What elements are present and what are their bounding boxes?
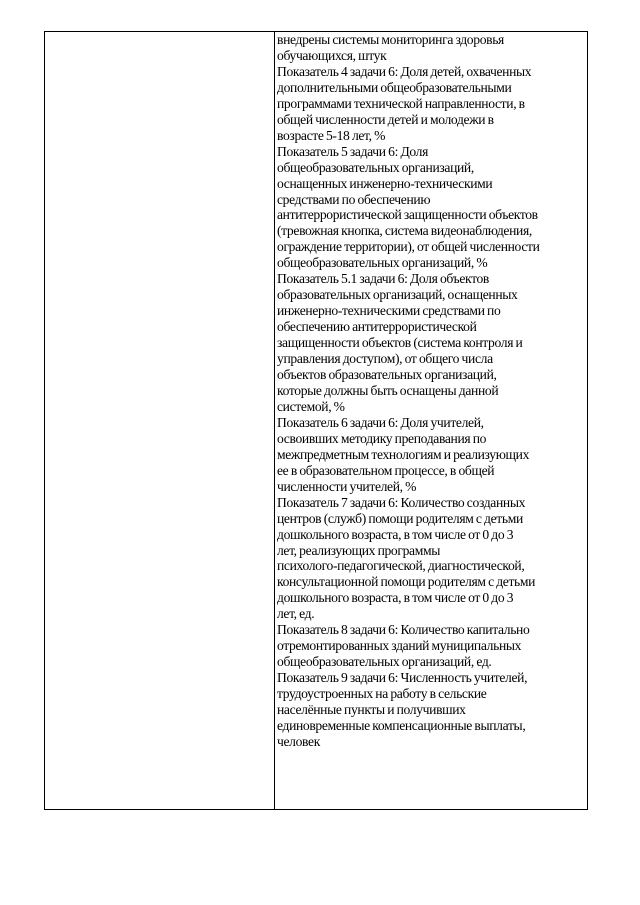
indicator-text-line: возрасте 5-18 лет, % [277,127,386,143]
indicator-text-line: защищенности объектов (система контроля и [277,335,523,351]
indicator-text-line: Показатель 6 задачи 6: Доля учителей, [277,414,484,430]
indicator-text-line: Показатель 5.1 задачи 6: Доля объектов [277,271,489,287]
indicator-text-line: дополнительными общеобразовательными [277,79,512,95]
indicator-text-line: лет, реализующих программы [277,542,441,558]
indicator-text-line: Показатель 4 задачи 6: Доля детей, охваченных [277,63,532,79]
indicator-text-line: дошкольного возраста, в том числе от 0 до 3 [277,590,514,606]
indicator-text-line: психолого-педагогической, диагностической, [277,558,525,574]
indicator-text-line: центров (служб) помощи родителям с детьми [277,510,523,526]
indicator-text-line: единовременные компенсационные выплаты, [277,717,526,733]
indicator-text-line: Показатель 9 задачи 6: Численность учителей, [277,670,528,686]
left-column-cell [45,32,275,809]
indicator-text-line: (тревожная кнопка, система видеонаблюдения, [277,223,532,239]
indicator-text-line: средствами по обеспечению [277,191,431,207]
indicator-text-line: образовательных организаций, оснащенных [277,287,518,303]
indicator-text-line: программами технической направленности, в [277,95,525,111]
right-column-cell [276,32,587,809]
indicator-text-line: консультационной помощи родителям с детьми [277,574,536,590]
indicator-text-line: общеобразовательных организаций, [277,159,474,175]
indicator-text-line: управления доступом), от общего числа [277,351,493,367]
indicator-text-line: оснащенных инженерно-техническими [277,175,493,191]
indicator-text-line: общеобразовательных организаций, ед. [277,654,492,670]
indicator-text-line: межпредметным технологиям и реализующих [277,446,530,462]
indicator-text-line: Показатель 7 задачи 6: Количество созданных [277,494,526,510]
indicator-text-line: численности учителей, % [277,478,417,494]
indicator-text-line: трудоустроенных на работу в сельские [277,686,487,702]
indicator-text-line: общеобразовательных организаций, % [277,255,488,271]
indicator-text-line: человек [277,733,320,749]
indicator-text-line: Показатель 8 задачи 6: Количество капитально [277,622,530,638]
indicator-text-line: дошкольного возраста, в том числе от 0 до 3 [277,526,514,542]
indicator-text-line: ее в образовательном процессе, в общей [277,462,495,478]
indicator-text-line: населённые пункты и получивших [277,702,466,718]
indicator-text-line: отремонтированных зданий муниципальных [277,638,522,654]
indicator-text-line: антитеррористической защищенности объектов [277,207,538,223]
indicator-text-line: Показатель 5 задачи 6: Доля [277,143,429,159]
indicator-text-line: внедрены системы мониторинга здоровья [277,32,504,47]
indicator-text-line: общей численности детей и молодежи в [277,111,494,127]
indicator-text-line: освоивших методику преподавания по [277,430,487,446]
document-table [44,31,588,810]
indicator-text-line: лет, ед. [277,606,315,622]
indicator-text-line: инженерно-техническими средствами по [277,303,501,319]
indicator-text-line: объектов образовательных организаций, [277,367,497,383]
indicator-text-line: которые должны быть оснащены данной [277,382,499,398]
indicator-text-line: системой, % [277,398,345,414]
indicator-text-line: обучающихся, штук [277,47,387,63]
indicator-text-line: ограждение территории), от общей численности [277,239,540,255]
indicator-text-line: обеспечению антитеррористической [277,319,477,335]
